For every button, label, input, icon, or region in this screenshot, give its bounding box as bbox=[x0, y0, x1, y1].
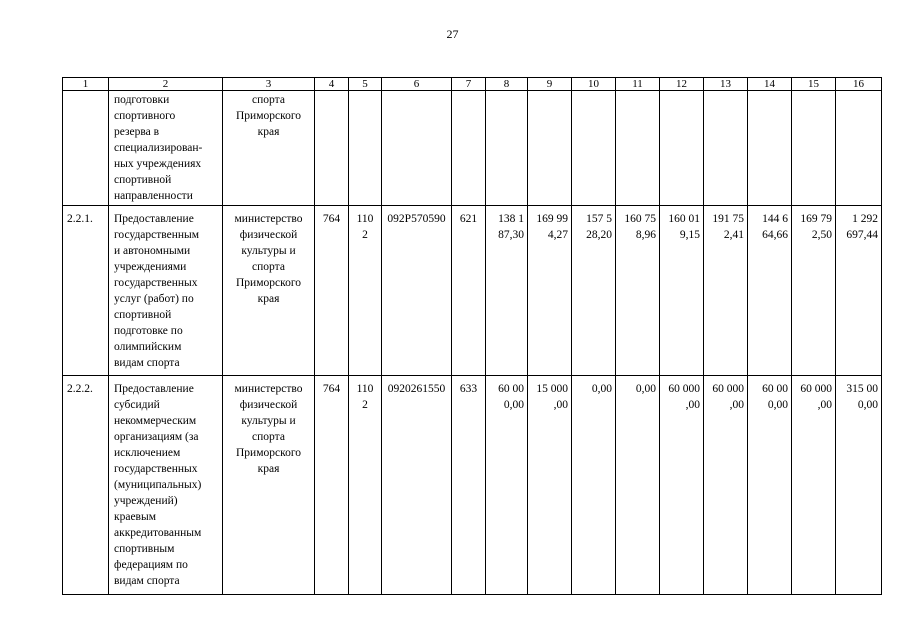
section-code: 110 2 bbox=[356, 213, 374, 241]
budget-table bbox=[62, 77, 882, 595]
expense-type-code: 633 bbox=[459, 383, 478, 395]
table-row bbox=[63, 376, 882, 595]
row-number: 2.2.2. bbox=[67, 383, 93, 395]
column-header: 3 bbox=[223, 78, 315, 91]
target-article-code: 0920261550 bbox=[387, 383, 446, 395]
column-header: 11 bbox=[616, 78, 660, 91]
amount-cell: 157 5 28,20 bbox=[586, 213, 612, 241]
column-header: 13 bbox=[704, 78, 748, 91]
row-number: 2.2.1. bbox=[67, 213, 93, 225]
amount-cell: 60 000 ,00 bbox=[800, 383, 832, 411]
amount-cell: 60 00 0,00 bbox=[762, 383, 788, 411]
column-header: 9 bbox=[528, 78, 572, 91]
column-header: 10 bbox=[572, 78, 616, 91]
measure-name: Предоставление государственным и автономными учреждениями государственных услуг (работ) по спортивной подготовке по олимпийским видам спорта bbox=[114, 213, 200, 369]
amount-cell: 160 01 9,15 bbox=[668, 213, 700, 241]
amount-cell: 0,00 bbox=[591, 383, 612, 395]
amount-cell: 169 79 2,50 bbox=[800, 213, 832, 241]
column-header: 6 bbox=[382, 78, 452, 91]
executor: спорта Приморского края bbox=[235, 94, 302, 138]
column-header: 16 bbox=[836, 78, 882, 91]
table-row bbox=[63, 91, 882, 206]
column-header: 12 bbox=[660, 78, 704, 91]
page-number: 27 bbox=[446, 27, 459, 41]
amount-cell: 144 6 64,66 bbox=[762, 213, 788, 241]
expense-type-code: 621 bbox=[459, 213, 478, 225]
column-header: 1 bbox=[63, 78, 109, 91]
executor: министерство физической культуры и спорта Приморского края bbox=[234, 213, 303, 305]
target-article-code: 092P570590 bbox=[387, 213, 446, 225]
amount-cell: 60 000 ,00 bbox=[668, 383, 700, 411]
total-cell: 1 292 697,44 bbox=[846, 213, 878, 241]
table-row bbox=[63, 206, 882, 376]
amount-cell: 138 1 87,30 bbox=[498, 213, 524, 241]
measure-name: подготовки спортивного резерва в специализирован- ных учреждениях спортивной направленности bbox=[114, 94, 203, 202]
column-header: 4 bbox=[315, 78, 349, 91]
column-header: 5 bbox=[349, 78, 382, 91]
column-number-row bbox=[63, 78, 882, 91]
executor: министерство физической культуры и спорта Приморского края bbox=[234, 383, 303, 475]
column-header: 2 bbox=[109, 78, 223, 91]
amount-cell: 169 99 4,27 bbox=[536, 213, 568, 241]
amount-cell: 15 000 ,00 bbox=[536, 383, 568, 411]
measure-name: Предоставление субсидий некоммерческим организациям (за исключением государственных (муниципальных) учреждений) краевым аккредитованным спортивным федерациям по видам спорта bbox=[114, 383, 202, 587]
amount-cell: 0,00 bbox=[635, 383, 656, 395]
amount-cell: 60 000 ,00 bbox=[712, 383, 744, 411]
grbs-code: 764 bbox=[322, 213, 341, 225]
amount-cell: 160 75 8,96 bbox=[624, 213, 656, 241]
amount-cell: 60 00 0,00 bbox=[498, 383, 524, 411]
column-header: 7 bbox=[452, 78, 486, 91]
section-code: 110 2 bbox=[356, 383, 374, 411]
column-header: 14 bbox=[748, 78, 792, 91]
total-cell: 315 00 0,00 bbox=[846, 383, 878, 411]
column-header: 8 bbox=[486, 78, 528, 91]
grbs-code: 764 bbox=[322, 383, 341, 395]
column-header: 15 bbox=[792, 78, 836, 91]
amount-cell: 191 75 2,41 bbox=[712, 213, 744, 241]
